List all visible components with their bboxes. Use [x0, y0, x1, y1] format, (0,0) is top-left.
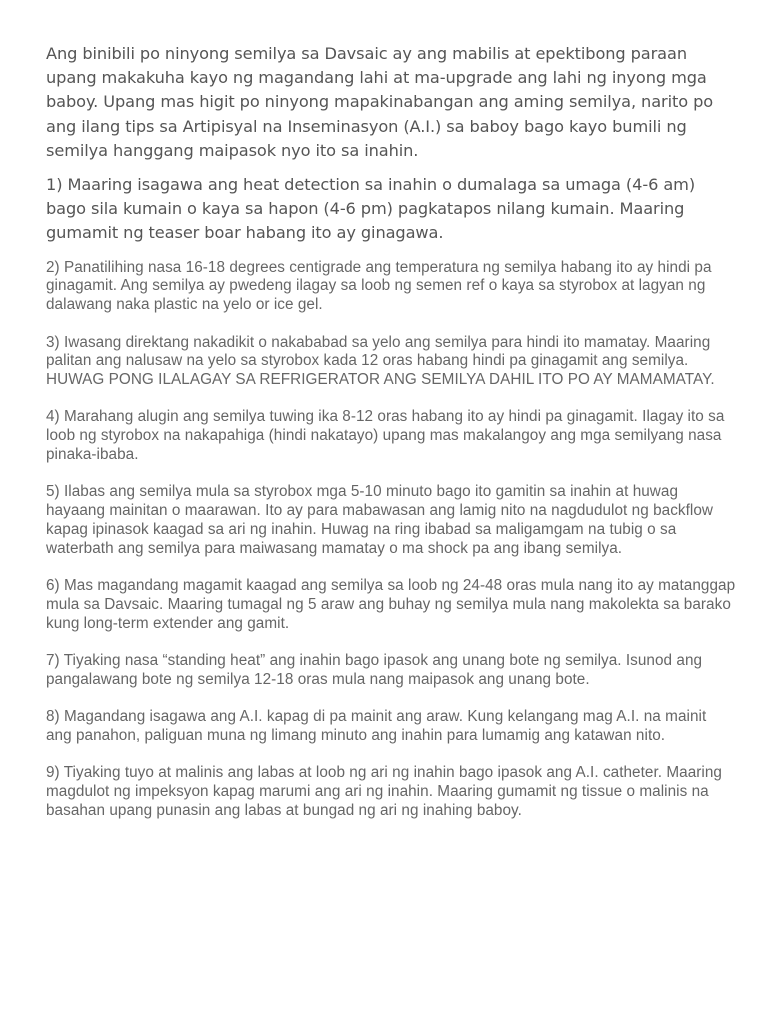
document-page — [46, 42, 736, 839]
tip-8: 8) Magandang isagawa ang A.I. kapag di pa mainit ang araw. Kung kelangang mag A.I. na mainit ang panahon, paliguan muna ng limang minuto ang inahin para lumamig ang katawan nito. — [46, 707, 707, 744]
intro-paragraph: Ang binibili po ninyong semilya sa Davsaic ay ang mabilis at epektibong paraan upang makakuha kayo ng magandang lahi at ma-upgrade ang lahi ng inyong mga baboy. Upang mas higit po ninyong mapakinabangan ang aming semilya, narito po ang ilang tips sa Artipisyal na Inseminasyon (A.I.) sa baboy bago kayo bumili ng semilya hanggang maipasok nyo ito sa inahin. — [46, 44, 714, 160]
tip-4: 4) Marahang alugin ang semilya tuwing ika 8-12 oras habang ito ay hindi pa ginagamit. Ilagay ito sa loob ng styrobox na nakapahiga (hindi nakatayo) upang mas makalangoy ang mga semilyang nasa pinaka-ibaba. — [46, 408, 725, 463]
tip-6: 6) Mas magandang magamit kaagad ang semilya sa loob ng 24-48 oras mula nang ito ay matanggap mula sa Davsaic. Maaring tumagal ng 5 araw ang buhay ng semilya mula nang makolekta sa barako kung long-term extender ang gamit. — [46, 576, 736, 632]
tip-7: 7) Tiyaking nasa “standing heat” ang inahin bago ipasok ang unang bote ng semilya. Isunod ang pangalawang bote ng semilya 12-18 oras mula nang maipasok ang unang bote. — [46, 651, 703, 688]
tip-1: 1) Maaring isagawa ang heat detection sa inahin o dumalaga sa umaga (4-6 am) bago sila kumain o kaya sa hapon (4-6 pm) pagkatapos nilang kumain. Maaring gumamit ng teaser boar habang ito ay ginagawa. — [46, 175, 696, 243]
tip-9: 9) Tiyaking tuyo at malinis ang labas at loob ng ari ng inahin bago ipasok ang A.I. catheter. Maaring magdulot ng impeksyon kapag marumi ang ari ng inahin. Maaring gumamit ng tissue o malinis na basahan upang punasin ang labas at bungad ng ari ng inahing baboy. — [46, 764, 722, 819]
tip-5: 5) Ilabas ang semilya mula sa styrobox mga 5-10 minuto bago ito gamitin sa inahin at huwag hayaang mainitan o maarawan. Ito ay para mabawasan ang lamig nito na nagdudulot ng backflow kapag ipinasok kaagad sa ari ng inahin. Huwag na ring ibabad sa maligamgam na tubig o sa waterbath ang semilya para maiwasang mamatay o ma shock pa ang ibang semilya. — [46, 483, 713, 557]
tip-2: 2) Panatilihing nasa 16-18 degrees centigrade ang temperatura ng semilya habang ito ay hindi pa ginagamit. Ang semilya ay pwedeng ilagay sa loob ng semen ref o kaya sa styrobox at lagyan ng dalawang naka plastic na yelo or ice gel. — [46, 258, 712, 314]
tip-3: 3) Iwasang direktang nakadikit o nakababad sa yelo ang semilya para hindi ito mamatay. Maaring palitan ang nalusaw na yelo sa styrobox kada 12 oras habang hindi pa ginagamit ang semilya. HUWAG PONG ILALAGAY SA REFRIGERATOR ANG SEMILYA DAHIL ITO PO AY MAMAMATAY. — [46, 333, 715, 389]
